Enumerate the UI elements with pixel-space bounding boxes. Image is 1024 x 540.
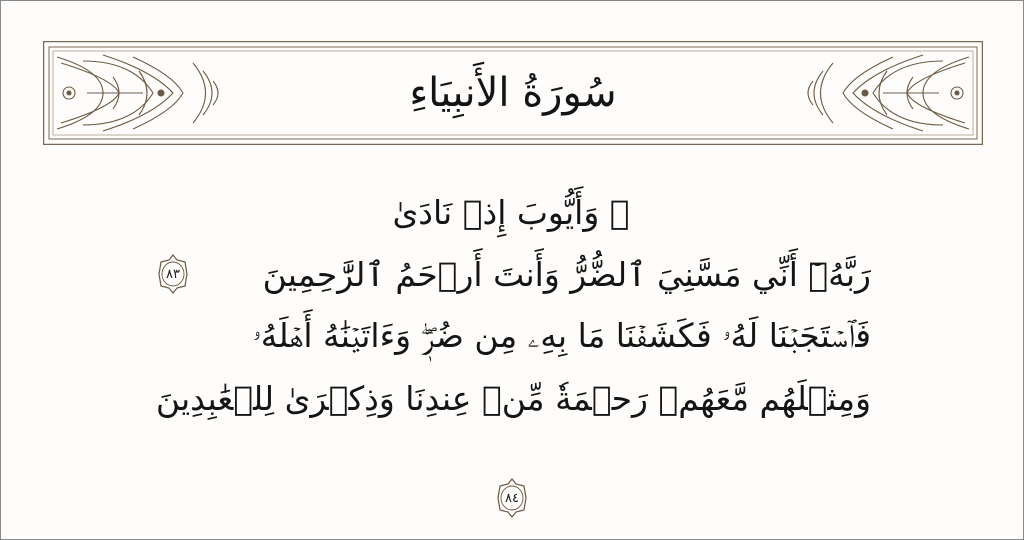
verses-block <box>151 181 871 429</box>
ayah-number: ٨٣ <box>166 266 180 282</box>
verse-text: رَبَّهُۥٓ أَنِّي مَسَّنِيَ ٱلضُّرُّ وَأَنتَ أَرۡحَمُ ٱلرَّٰحِمِينَ <box>262 254 871 294</box>
verse-text: وَمِثۡلَهُم مَّعَهُمۡ رَحۡمَةٗ مِّنۡ عِندِنَا وَذِكۡرَىٰ لِلۡعَٰبِدِينَ <box>155 378 871 418</box>
ayah-number-marker-84 <box>496 478 528 518</box>
verse-line-3 <box>151 305 871 367</box>
verse-line-2 <box>151 243 871 305</box>
verse-text: فَٱسۡتَجَبۡنَا لَهُۥ فَكَشَفۡنَا مَا بِهِۦ مِن ضُرّٖۖ وَءَاتَيۡنَٰهُ أَهۡلَهُۥ <box>252 316 871 355</box>
verse-line-1 <box>151 181 871 243</box>
verse-line-4 <box>151 367 871 429</box>
ayah-number: ٨٤ <box>505 490 519 506</box>
verse-text: ۞ وَأَيُّوبَ إِذۡ نَادَىٰ <box>392 192 630 232</box>
surah-header <box>43 41 983 145</box>
ayah-number-marker-83 <box>157 254 189 294</box>
surah-title: سُورَةُ الأَنبِيَاءِ <box>409 70 617 116</box>
